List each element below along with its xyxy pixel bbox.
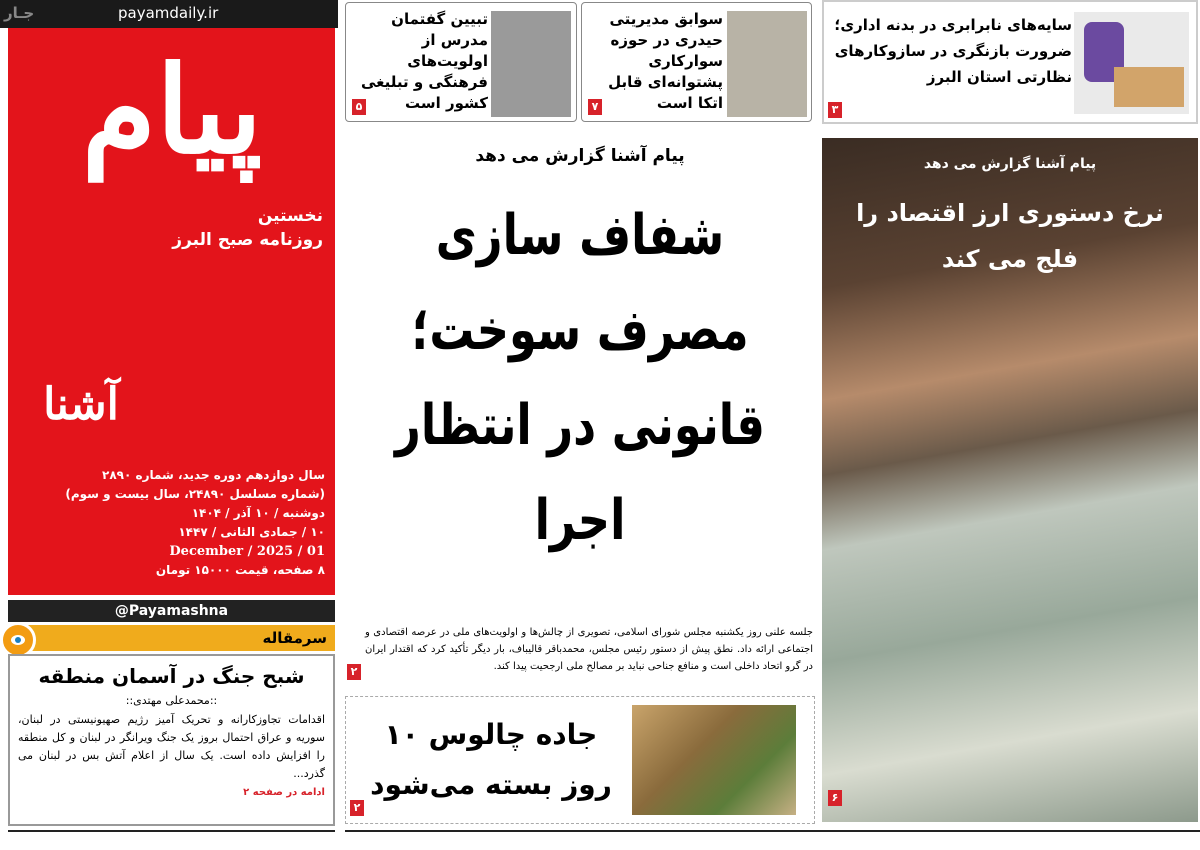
editorial-box[interactable]	[8, 654, 335, 826]
feature-kicker: پیام آشنا گزارش می دهد	[923, 156, 1097, 172]
editorial-body: اقدامات تجاوزکارانه و تحریک آمیز رژیم صهیونیستی در لبنان، سوریه و عراق احتمال بروز یک جنگ ویرانگر در لبنان و کل منطقه را افزایش داده است. یک سال از اعلام آتش بس در لبنان می گذرد...	[18, 713, 325, 780]
page-number: ۶	[828, 790, 842, 806]
headline-line: فلج می کند	[941, 245, 1079, 273]
main-lead: جلسه علنی روز یکشنبه مجلس شورای اسلامی، تصویری از چالش‌ها و اولویت‌های ملی در عرصه اقتصادی و اجتماعی ارائه داد. نطق پیش از دستور رئیس مجلس، محمدباقر قالیباف، بار دیگر تأکید کرد که اقتدار ایران در گرو اتحاد داخلی است و منافع جناحی نباید بر مصالح ملی ارجحیت پیدا کند.	[365, 627, 813, 672]
editorial-title[interactable]: شبح جنگ در آسمان منطقه	[38, 664, 305, 688]
page-number: ۲	[347, 664, 361, 680]
newspaper-logo-sub: آشنا	[43, 379, 119, 430]
portrait-photo	[491, 11, 571, 117]
tagline-line: روزنامه صبح البرز	[172, 230, 323, 250]
headline-line: اجرا	[534, 488, 626, 553]
page-number: ۷	[588, 99, 602, 115]
headline-line: روز بسته می‌شود	[370, 768, 612, 801]
tagline	[168, 204, 323, 252]
date-persian: دوشنبه / ۱۰ آذر / ۱۴۰۴	[191, 506, 325, 520]
serial-number: (شماره مسلسل ۲۴۸۹۰، سال بیست و سوم)	[65, 487, 325, 501]
date-gregorian: 01 / December / 2025	[169, 544, 325, 559]
eye-icon	[0, 622, 36, 658]
road-photo	[632, 705, 796, 815]
website-url[interactable]: payamdaily.ir	[118, 4, 219, 22]
teaser-text: سایه‌های نابرابری در بدنه اداری؛ ضرورت بازنگری در سازوکارهای نظارتی استان البرز	[834, 16, 1072, 86]
teaser-box[interactable]	[345, 2, 577, 122]
issue-info	[58, 466, 325, 580]
divider	[8, 830, 335, 850]
newspaper-logo: پیام	[81, 40, 263, 181]
editorial-label: سرمقاله	[8, 625, 335, 651]
date-hijri: ۱۰ / جمادی الثانی / ۱۴۴۷	[178, 525, 325, 539]
road-headline[interactable]	[360, 710, 622, 810]
divider	[345, 830, 1200, 850]
editorial-author: ::محمدعلی مهتدی::	[125, 694, 218, 707]
ceremony-photo	[727, 11, 807, 117]
page-number: ۵	[352, 99, 366, 115]
page-number: ۲	[350, 800, 364, 816]
continued-link[interactable]: ادامه در صفحه ۲	[243, 787, 325, 798]
teaser-box[interactable]	[581, 2, 812, 122]
teaser-text: تبیین گفتمان مدرس از اولویت‌های فرهنگی و تبلیغی کشور است	[361, 10, 488, 112]
feature-headline[interactable]	[822, 190, 1198, 282]
headline-line: جاده چالوس ۱۰	[384, 718, 598, 751]
headline-line: قانونی در انتظار	[395, 393, 765, 458]
cartoon-image	[1074, 12, 1189, 114]
publisher-logo: جـار	[4, 4, 35, 22]
main-headline[interactable]	[345, 188, 815, 568]
teaser-text: سوابق مدیریتی حیدری در حوزه سوارکاری پشتوانه‌ای قابل اتکا است	[608, 10, 723, 112]
headline-line: مصرف سوخت؛	[411, 298, 749, 363]
price: ۸ صفحه، قیمت ۱۵۰۰۰ تومان	[155, 563, 325, 577]
issue-number: سال دوازدهم دوره جدید، شماره ۲۸۹۰	[102, 468, 325, 482]
main-kicker: پیام آشنا گزارش می دهد	[475, 146, 685, 166]
headline-line: شفاف سازی	[435, 203, 725, 268]
page-number: ۳	[828, 102, 842, 118]
headline-line: نرخ دستوری ارز اقتصاد را	[856, 199, 1164, 227]
tagline-line: نخستین	[257, 206, 323, 226]
social-handle[interactable]: @Payamashna	[8, 600, 335, 622]
